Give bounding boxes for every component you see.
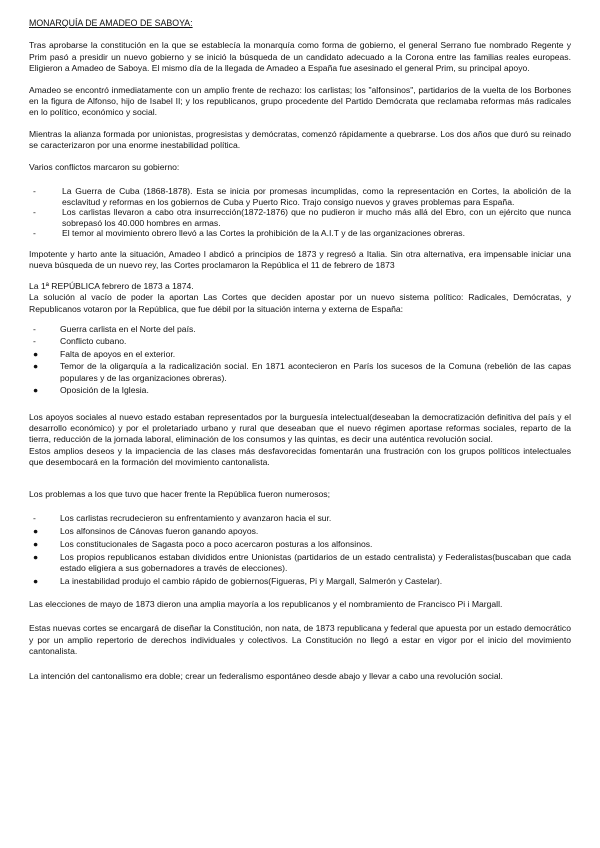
conflictos-list (29, 186, 571, 239)
list-item-text: Los carlistas recrudecieron su enfrentamiento y avanzaron hacia el sur. (60, 512, 332, 523)
list-item-text: Temor de la oligarquía a la radicalización social. En 1871 acontecieron en París los sucesos de la Comuna (rebelión de las capas populares y de las organizaciones obreras). (60, 361, 571, 383)
problemas-list (29, 513, 571, 589)
conflictos-intro: Varios conflictos marcaron su gobierno: (29, 161, 180, 172)
apoyos-paragraph: Los apoyos sociales al nuevo estado estaban representados por la burguesía intelectual(deseaban la democratización definitiva del país y el desarrollo económico) y por el proletariado urbano y rural que deseaban que el nuevo régimen aportase reformas sociales, reparto de la tierra, reducción de la jornada laboral, eliminación de los consumos y las quintas, es decir una auténtica revolución social. (29, 411, 571, 445)
republica-heading: La 1ª REPÚBLICA febrero de 1873 a 1874. (29, 280, 194, 291)
list-marker: - (33, 228, 36, 239)
document-page (29, 18, 571, 682)
cantonalismo-paragraph: La intención del cantonalismo era doble; crear un federalismo espontáneo desde abajo y llevar a cabo una revolución social. (29, 670, 503, 681)
list-item-text: La Guerra de Cuba (1868-1878). Esta se inicia por promesas incumplidas, como la representación en Cortes, la abolición de la esclavitud y reformas en los gobiernos de Cuba y Puerto Rico. Trajo consigo nuevos y graves problemas para España. (62, 186, 571, 207)
deseos-paragraph: Estos amplios deseos y la impaciencia de las clases más desfavorecidas fomentarán una frustración con los grupos políticos intelectuales que desembocará en la formación del movimiento cantonalista. (29, 445, 571, 468)
document-title: MONARQUÍA DE AMADEO DE SABOYA: (29, 18, 193, 28)
list-marker: ● (33, 361, 39, 372)
list-marker: ● (33, 538, 39, 549)
list-item-text: Falta de apoyos en el exterior. (60, 348, 176, 359)
list-marker: ● (33, 385, 39, 396)
elecciones-paragraph: Las elecciones de mayo de 1873 dieron una amplia mayoría a los republicanos y el nombramiento de Francisco Pi i Margall. (29, 598, 503, 609)
list-item (29, 228, 571, 239)
list-item-text: Oposición de la Iglesia. (60, 385, 149, 396)
list-marker: ● (33, 525, 39, 536)
list-item-text: La inestabilidad produjo el cambio rápido de gobiernos(Figueras, Pi y Margall, Salmerón y Castelar). (60, 575, 443, 586)
list-item-text: Los alfonsinos de Cánovas fueron ganando apoyos. (60, 525, 259, 536)
list-item (29, 576, 571, 589)
list-marker: - (33, 207, 36, 218)
list-item (29, 349, 571, 361)
list-marker: ● (33, 551, 39, 562)
list-item (29, 513, 571, 526)
list-item-text: Conflicto cubano. (60, 336, 127, 347)
republica-intro: La solución al vacío de poder la aportan Las Cortes que deciden apostar por un nuevo sistema político: Radicales, Demócratas, y Republicanos votaron por la República, que fue débil por la situación interna y externa de España: (29, 292, 571, 314)
list-item-text: Los propios republicanos estaban divididos entre Unionistas (partidarios de un estado centralista) y Federalistas(buscaban que cada estado eligiera a sus gobernadores a través de elecciones). (60, 551, 571, 574)
spacer (29, 469, 571, 489)
alianza-paragraph: Mientras la alianza formada por unionistas, progresistas y demócratas, comenzó rápidamente a quebrarse. Los dos años que duró su reinado se caracterizaron por una enorme inestabilidad política. (29, 128, 571, 151)
constitucion-paragraph: Estas nuevas cortes se encargará de diseñar la Constitución, non nata, de 1873 republicana y federal que apuesta por un estado democrático y por un amplio repertorio de derechos individuales y colectivos. La Constitución no llegó a estar en vigor por el inicio del movimiento cantonalista. (29, 623, 571, 657)
list-item (29, 336, 571, 348)
list-item-text: Los carlistas llevaron a cabo otra insurrección(1872-1876) que no pudieron ir mucho más allá del Ebro, con un ejército que nunca sobrepasó los 40.000 hombres en armas. (62, 207, 571, 228)
list-item (29, 324, 571, 336)
list-marker: ● (33, 348, 39, 359)
list-item (29, 552, 571, 576)
list-item (29, 186, 571, 207)
list-item-text: Guerra carlista en el Norte del país. (60, 324, 196, 335)
list-item-text: Los constitucionales de Sagasta poco a poco acercaron posturas a los alfonsinos. (60, 538, 373, 549)
list-marker: - (33, 512, 36, 523)
intro-paragraph: Tras aprobarse la constitución en la que se establecía la monarquía como forma de gobierno, el general Serrano fue nombrado Regente y Prim pasó a presidir un nuevo gobierno y se inició la búsqueda de un candidato adecuado a la Corona entre las familias reales europeas. Eligieron a Amadeo de Saboya. El mismo día de la llegada de Amadeo a España fue asesinado el general Prim, su principal apoyo. (29, 40, 571, 74)
list-item (29, 526, 571, 539)
republica-list (29, 324, 571, 397)
list-item (29, 539, 571, 552)
list-marker: - (33, 324, 36, 335)
list-marker: - (33, 336, 36, 347)
list-item (29, 207, 571, 228)
list-item-text: El temor al movimiento obrero llevó a las Cortes la prohibición de la A.I.T y de las organizaciones obreras. (62, 228, 465, 239)
rechazo-paragraph: Amadeo se encontró inmediatamente con un amplio frente de rechazo: los carlistas; los "alfonsinos", partidarios de la vuelta de los Borbones en la figura de Alfonso, hijo de Isabel II; y los republicanos, grupo procedente del Partido Demócrata que reclamaba reformas más radicales en lo político, económico y social. (29, 84, 571, 118)
abdicacion-paragraph: Impotente y harto ante la situación, Amadeo I abdicó a principios de 1873 y regresó a Italia. Sin otra alternativa, era impensable iniciar una nueva búsqueda de un nuevo rey, las Cortes proclamaron la República el 11 de febrero de 1873 (29, 249, 571, 271)
list-item (29, 385, 571, 397)
problemas-intro: Los problemas a los que tuvo que hacer frente la República fueron numerosos; (29, 488, 330, 499)
list-marker: - (33, 186, 36, 197)
list-marker: ● (33, 575, 39, 586)
list-item (29, 361, 571, 385)
